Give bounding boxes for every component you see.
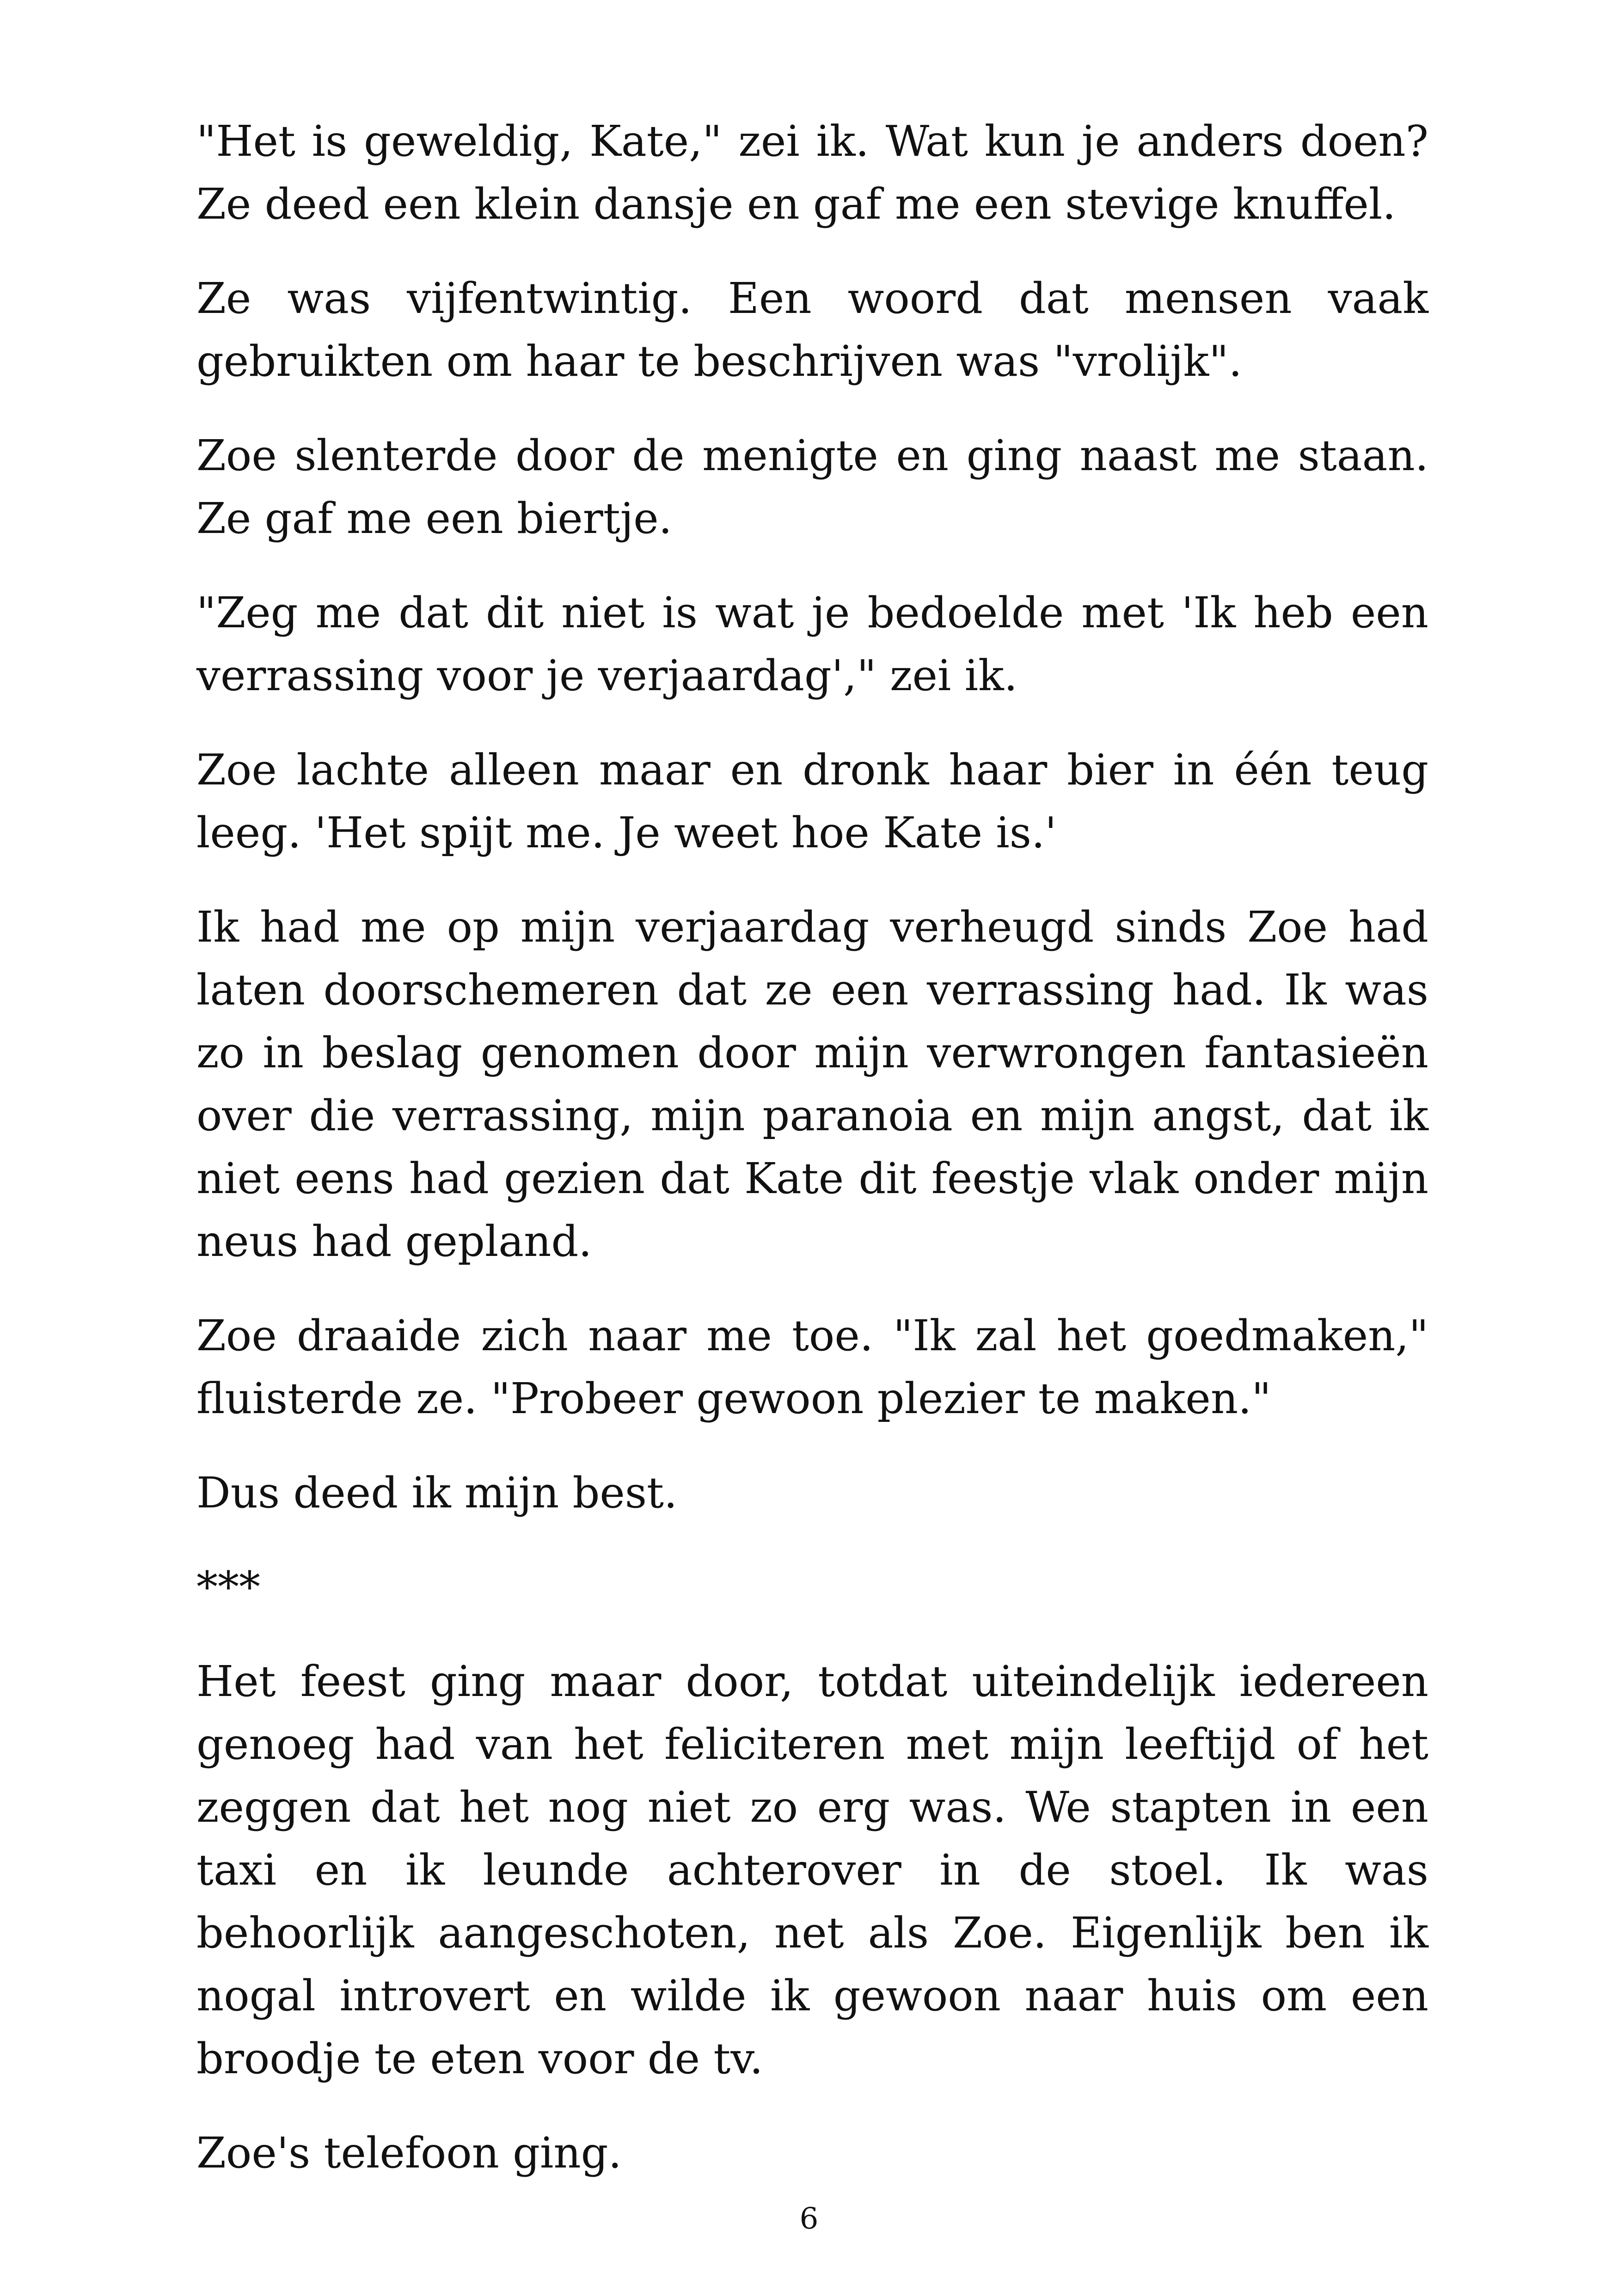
page-number: 6 xyxy=(799,2202,819,2236)
paragraph: Ik had me op mijn verjaardag verheugd sinds Zoe had laten doorschemeren dat ze een verrassing had. Ik was zo in beslag genomen door mijn verwrongen fantasieën over die verrassing, mijn paranoia en mijn angst, dat ik niet eens had gezien dat Kate dit feestje vlak onder mijn neus had gepland. xyxy=(196,902,1428,1266)
paragraph: Zoe's telefoon ging. xyxy=(196,2128,622,2178)
paragraph: "Het is geweldig, Kate," zei ik. Wat kun je anders doen? Ze deed een klein dansje en gaf me een stevige knuffel. xyxy=(196,116,1428,229)
paragraph: Zoe draaide zich naar me toe. "Ik zal het goedmaken," fluisterde ze. "Probeer gewoon plezier te maken." xyxy=(196,1311,1428,1423)
paragraph: Zoe slenterde door de menigte en ging naast me staan. Ze gaf me een biertje. xyxy=(196,431,1428,543)
paragraph: Het feest ging maar door, totdat uiteindelijk iedereen genoeg had van het feliciteren met mijn leeftijd of het zeggen dat het nog niet zo erg was. We stapten in een taxi en ik leunde achterover in de stoel. Ik was behoorlijk aangeschoten, net als Zoe. Eigenlijk ben ik nogal introvert en wilde ik gewoon naar huis om een broodje te eten voor de tv. xyxy=(196,1657,1428,2083)
body-text xyxy=(196,110,1428,2216)
scene-break: *** xyxy=(196,1562,260,1612)
paragraph: Ze was vijfentwintig. Een woord dat mensen vaak gebruikten om haar te beschrijven was "vrolijk". xyxy=(196,274,1428,386)
paragraph: Zoe lachte alleen maar en dronk haar bier in één teug leeg. 'Het spijt me. Je weet hoe Kate is.' xyxy=(196,745,1428,857)
paragraph: Dus deed ik mijn best. xyxy=(196,1468,678,1518)
paragraph: "Zeg me dat dit niet is wat je bedoelde met 'Ik heb een verrassing voor je verjaardag'," zei ik. xyxy=(196,588,1428,700)
